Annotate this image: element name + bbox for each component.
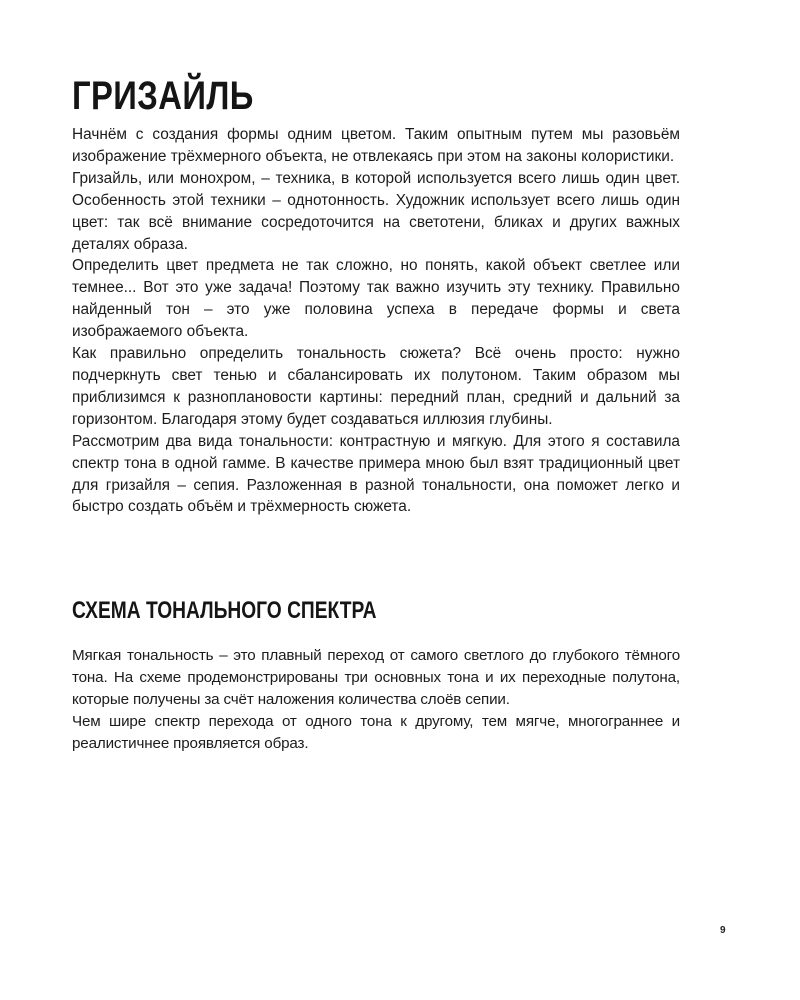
section-title: СХЕМА ТОНАЛЬНОГО СПЕКТРА — [72, 597, 377, 624]
paragraph-spectrum-width: Чем шире спектр перехода от одного тона к другому, тем мягче, многограннее и реалистичнее проявляется образ. — [72, 712, 680, 752]
paragraph-tonality-question: Как правильно определить тональность сюжета? Всё очень просто: нужно подчеркнуть свет тенью и сбалансировать их полутоном. Таким образом мы приблизимся к разноплановости картины: передний план, средний и дальний за горизонтом. Благодаря этому будет создаваться иллюзия глубины. — [72, 345, 680, 428]
paragraph-tone-importance: Определить цвет предмета не так сложно, но понять, какой объект светлее или темнее... Вот это уже задача! Поэтому так важно изучить эту технику. Правильно найденный тон – это уже половина успеха в передаче формы и света изображаемого объекта. — [72, 257, 680, 341]
paragraph-grisaille-definition: Гризайль, или монохром, – техника, в которой используется всего лишь один цвет. Особенность этой техники – однотонность. Художник использует всего лишь один цвет: так всё внимание сосредоточится на светотени, бликах и других важных деталях образа. — [72, 169, 680, 253]
paragraph-soft-tonality: Мягкая тональность – это плавный переход от самого светлого до глубокого тёмного тона. На схеме продемонстрированы три основных тона и их переходные полутона, которые получены за счёт наложения количества слоёв сепии. — [72, 647, 680, 708]
page-number: 9 — [720, 925, 726, 936]
section-text — [72, 645, 680, 755]
paragraph-intro: Начнём с создания формы одним цветом. Таким опытным путем мы разовьём изображение трёхмерного объекта, не отвлекаясь при этом на законы колористики. — [72, 126, 680, 165]
page-title: ГРИЗАЙЛЬ — [72, 74, 254, 118]
paragraph-two-tonalities: Рассмотрим два вида тональности: контрастную и мягкую. Для этого я составила спектр тона в одной гамме. В качестве примера мною был взят традиционный цвет для гризайля – сепия. Разложенная в разной тональности, она поможет легко и быстро создать объём и трёхмерность сюжета. — [72, 432, 680, 516]
main-text — [72, 124, 680, 518]
